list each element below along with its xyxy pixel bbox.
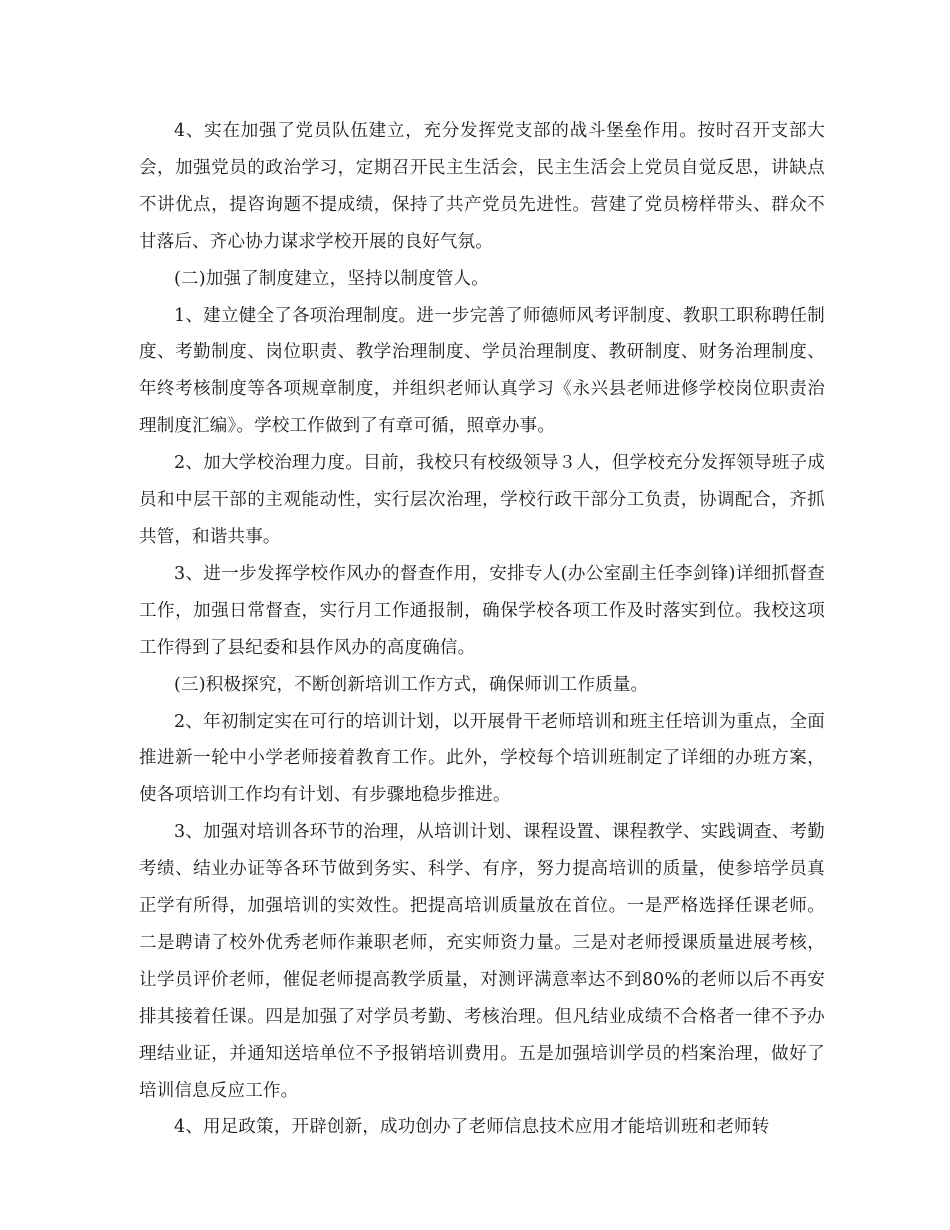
paragraph-school-management: 2、加大学校治理力度。目前，我校只有校级领导３人，但学校充分发挥领导班子成员和中层干部的主观能动性，实行层次治理，学校行政干部分工负责，协调配合，齐抓共管，和谐共事。 [139, 453, 825, 547]
paragraph-management-system: 1、建立健全了各项治理制度。进一步完善了师德师风考评制度、教职工职称聘任制度、考勤制度、岗位职责、教学治理制度、学员治理制度、教研制度、财务治理制度、年终考核制度等各项规章制度，并组织老师认真学习《永兴县老师进修学校岗位职责治理制度汇编》。学校工作做到了有章可循，照章办事。 [139, 305, 825, 437]
document-body [139, 113, 825, 1146]
paragraph-training-management: 3、加强对培训各环节的治理，从培训计划、课程设置、课程教学、实践调查、考勤考绩、结业办证等各环节做到务实、科学、有序，努力提高培训的质量，使参培学员真正学有所得，加强培训的实效性。把提高培训质量放在首位。一是严格选择任课老师。二是聘请了校外优秀老师作兼职老师，充实师资力量。三是对老师授课质量进展考核，让学员评价老师，催促老师提高教学质量，对测评满意率达不到80%的老师以后不再安排其接着任课。四是加强了对学员考勤、考核治理。但凡结业成绩不合格者一律不予办理结业证，并通知送培单位不予报销培训费用。五是加强培训学员的档案治理，做好了培训信息反应工作。 [139, 822, 825, 1101]
paragraph-policy-innovation: 4、用足政策，开辟创新，成功创办了老师信息技术应用才能培训班和老师转 [174, 1117, 770, 1138]
paragraph-training-plan: 2、年初制定实在可行的培训计划，以开展骨干老师培训和班主任培训为重点，全面推进新一轮中小学老师接着教育工作。此外，学校每个培训班制定了详细的办班方案，使各项培训工作均有计划、有步骤地稳步推进。 [139, 711, 825, 806]
section-heading-system-building: (二)加强了制度建立，坚持以制度管人。 [174, 268, 489, 289]
paragraph-supervision: 3、进一步发挥学校作风办的督查作用，安排专人(办公室副主任李剑锋)详细抓督查工作，加强日常督查，实行月工作通报制，确保学校各项工作及时落实到位。我校这项工作得到了县纪委和县作风办的高度确信。 [139, 563, 825, 658]
section-heading-training-innovation: (三)积极探究，不断创新培训工作方式，确保师训工作质量。 [174, 674, 649, 695]
paragraph-party-building: 4、实在加强了党员队伍建立，充分发挥党支部的战斗堡垒作用。按时召开支部大会，加强党员的政治学习，定期召开民主生活会，民主生活会上党员自觉反思，讲缺点不讲优点，提咨询题不提成绩，保持了共产党员先进性。营建了党员榜样带头、群众不甘落后、齐心协力谋求学校开展的良好气氛。 [139, 121, 825, 252]
